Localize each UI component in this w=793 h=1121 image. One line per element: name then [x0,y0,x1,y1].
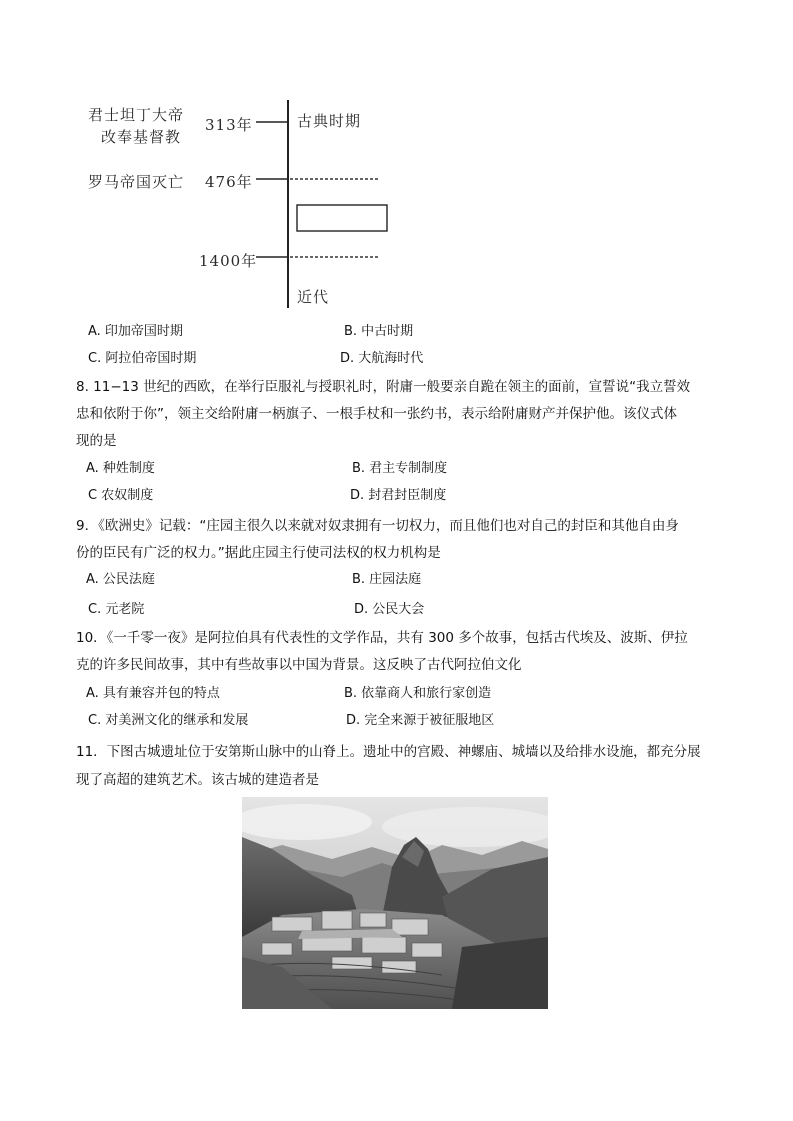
q9-option-a[interactable]: A. 公民法庭 [86,572,155,587]
q7-option-a[interactable]: A. 印加帝国时期 [88,324,183,339]
q9-stem-line2: 份的臣民有广泛的权力。”据此庄园主行使司法权的权力机构是 [76,545,441,561]
q7-option-b[interactable]: B. 中古时期 [344,324,414,339]
q10-option-d[interactable]: D. 完全来源于被征服地区 [346,713,495,728]
q8-option-b[interactable]: B. 君主专制制度 [352,461,448,476]
q7-option-c[interactable]: C. 阿拉伯帝国时期 [88,351,197,366]
q10-stem-line1: 10．《一千零一夜》是阿拉伯具有代表性的文学作品，共有 300 多个故事，包括古代埃及、波斯、伊拉 [76,630,688,646]
q10-option-c[interactable]: C. 对美洲文化的继承和发展 [88,713,249,728]
q8-stem-line2: 忠和依附于你”，领主交给附庸一柄旗子、一根手杖和一张约书，表示给附庸财产并保护他。该仪式体 [76,406,677,422]
period-modern-label: 近代 [297,288,330,306]
event-rome-fall-label: 罗马帝国灭亡 [88,173,185,191]
q9-option-c[interactable]: C. 元老院 [88,602,145,617]
q8-stem-line1: 8. 11−13 世纪的西欧，在举行臣服礼与授职礼时，附庸一般要亲自跪在领主的面前，宣誓说“我立誓效 [76,379,691,395]
q7-option-d[interactable]: D. 大航海时代 [340,351,424,366]
q10-stem-line2: 克的许多民间故事，其中有些故事以中国为背景。这反映了古代阿拉伯文化 [76,657,522,673]
q10-option-b[interactable]: B. 依靠商人和旅行家创造 [344,686,492,701]
q8-option-a[interactable]: A. 种姓制度 [86,461,155,476]
q9-stem-line1: 9．《欧洲史》记载：“庄园主很久以来就对奴隶拥有一切权力，而且他们也对自己的封臣和其他自由身 [76,518,679,534]
q9-option-b[interactable]: B. 庄园法庭 [352,572,422,587]
ruins-photo [242,797,548,1009]
period-classical-label: 古典时期 [297,112,362,130]
event-constantine-line2: 改奉基督教 [101,128,182,146]
event-constantine-line1: 君士坦丁大帝 [88,106,185,124]
q8-option-d[interactable]: D. 封君封臣制度 [350,488,447,503]
q10-option-a[interactable]: A. 具有兼容并包的特点 [86,686,220,701]
q11-stem-line2: 现了高超的建筑艺术。该古城的建造者是 [76,772,319,788]
q11-stem-line1: 11．下图古城遗址位于安第斯山脉中的山脊上。遗址中的宫殿、神螺庙、城墙以及给排水设施，都充分展 [76,744,701,760]
q8-option-c[interactable]: C 农奴制度 [88,488,154,503]
year-1400-label: 1400年 [199,252,258,270]
timeline-lines [0,0,420,320]
q9-option-d[interactable]: D. 公民大会 [354,602,425,617]
year-313-label: 313年 [205,116,253,134]
q8-stem-line3: 现的是 [76,433,117,449]
year-476-label: 476年 [205,173,253,191]
